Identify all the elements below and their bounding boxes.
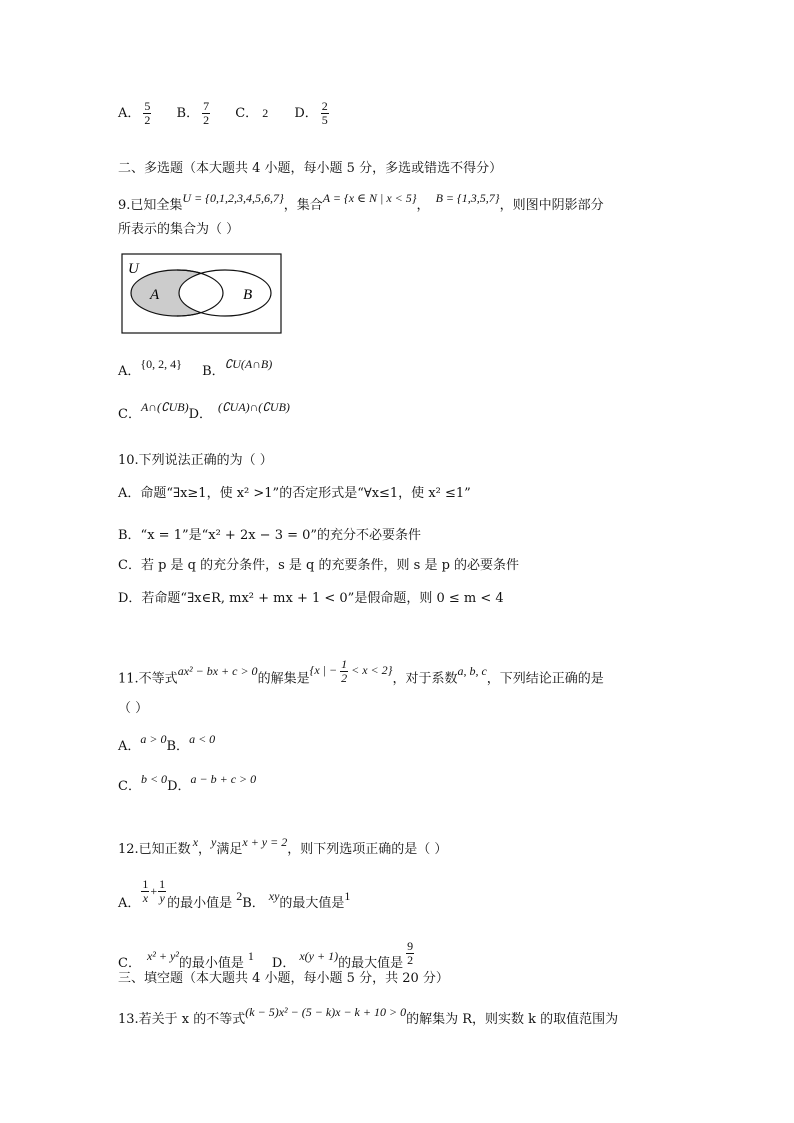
q11-solution-set: {x | − $\frac{1}{2}$ < x < 2} [309, 657, 393, 685]
venn-diagram [121, 253, 283, 335]
q8-option-d-label: D． [294, 106, 318, 121]
q8-option-b-label: B． [176, 106, 200, 121]
venn-label-a: A [150, 287, 160, 303]
q9-options-cd [118, 400, 290, 424]
q9-option-d-expr: (∁UA)∩(∁UB) [218, 400, 290, 414]
venn-label-b: B [243, 287, 253, 303]
venn-label-u: U [128, 261, 139, 277]
q11-stem: 11.不等式ax² − bx + c > 0的解集是{x | − $\frac{1}{2}$ < x < 2}，对于系数a, b, c，下列结论正确的是 [118, 657, 604, 687]
q11-option-a-expr: a > 0 [140, 732, 167, 746]
q9-option-a-expr: {0, 2, 4} [140, 357, 182, 371]
q12-var-y: y [211, 835, 217, 849]
q8-options [118, 100, 332, 127]
q9-options-ab [118, 357, 273, 381]
q12-option-d-label: D． [271, 956, 296, 971]
q9-universal-set: U = {0,1,2,3,4,5,6,7} [182, 191, 284, 205]
q11-option-a-label: A． [118, 739, 141, 754]
q11-option-c-expr: b < 0 [140, 772, 168, 786]
q13-inequality: (k − 5)x² − (5 − k)x − k + 10 > 0 [245, 1005, 407, 1019]
q8-option-a-label: A． [118, 106, 141, 121]
q11-inequality: ax² − bx + c > 0 [177, 664, 258, 679]
q8-option-b-value: $\frac{7}{2}$ [203, 99, 210, 127]
q9-option-a-label: A． [118, 364, 141, 379]
section3-heading: 三、填空题（本大题共 4 小题，每小题 5 分，共 20 分） [118, 971, 449, 986]
q9-option-b-label: B． [202, 364, 225, 379]
q13-stem: 13.若关于 x 的不等式(k − 5)x² − (5 − k)x − k + 10 > 0的解集为 R，则实数 k 的取值范围为 [118, 1005, 619, 1027]
q8-option-a-value: $\frac{5}{2}$ [144, 99, 151, 127]
q10-option-d: D．若命题“∃x∈R, mx² + mx + 1 < 0”是假命题，则 0 ≤ m < 4 [118, 591, 504, 606]
q9-option-c-expr: A∩(∁UB) [140, 400, 189, 414]
q11-coefficients: a, b, c [457, 664, 487, 679]
q9-stem-line2: 所表示的集合为（ ） [118, 222, 240, 237]
q12-option-d-expr: x(y + 1) [299, 949, 339, 963]
q12-options-cd: C． x² + y²的最小值是 1 D． x(y + 1)的最大值是 $\frac{9}{2}$ [118, 939, 414, 971]
q12-option-b-label: B． [242, 896, 265, 911]
q12-var-x: x [192, 835, 199, 849]
q12-option-c-label: C． [118, 956, 141, 971]
q8-option-c-label: C． [235, 106, 259, 121]
q11-options-cd [118, 772, 257, 796]
q11-stem-line2: （ ） [118, 701, 149, 716]
q8-option-d-value: $\frac{2}{5}$ [321, 99, 328, 127]
q12-stem: 12.已知正数 x，y满足x + y = 2，则下列选项正确的是（ ） [118, 835, 448, 857]
q10-option-c: C．若 p 是 q 的充分条件，s 是 q 的充要条件，则 s 是 p 的必要条件 [118, 558, 520, 573]
q8-option-c-value: 2 [262, 106, 269, 120]
q12-option-b-value: 1 [344, 889, 351, 903]
q12-option-a-expr: $\frac{1}{x}$ + $\frac{1}{y}$ [142, 877, 166, 905]
q12-condition: x + y = 2 [242, 835, 288, 849]
q12-option-c-expr: x² + y² [146, 949, 179, 963]
q12-options-ab: A． $\frac{1}{x}$ + $\frac{1}{y}$ 的最小值是 2B． xy的最大值是1 [118, 877, 351, 911]
section2-heading: 二、多选题（本大题共 4 小题，每小题 5 分，多选或错选不得分） [118, 161, 503, 176]
q9-option-b-expr: ∁U(A∩B) [224, 357, 273, 371]
q12-option-d-value: $\frac{9}{2}$ [407, 939, 414, 967]
q10-stem: 10.下列说法正确的为（ ） [118, 453, 273, 468]
q12-option-c-value: 1 [247, 949, 254, 963]
q9-option-c-label: C． [118, 407, 141, 422]
q10-option-a: A．命题“∃x≥1，使 x² >1”的否定形式是“∀x≤1，使 x² ≤1” [118, 486, 471, 501]
venn-set-b [179, 270, 271, 316]
q11-option-d-label: D． [167, 779, 191, 794]
q9-set-b: B = {1,3,5,7} [435, 191, 500, 205]
q11-option-d-expr: a − b + c > 0 [190, 772, 257, 786]
q11-option-b-expr: a < 0 [189, 732, 216, 746]
q10-option-b: B．“x = 1”是“x² + 2x − 3 = 0”的充分不必要条件 [118, 528, 422, 543]
q12-option-a-label: A． [118, 896, 141, 911]
q9-option-d-label: D． [188, 407, 213, 422]
q11-option-b-label: B． [166, 739, 190, 754]
q12-option-a-value: 2 [236, 889, 243, 903]
q12-option-b-expr: xy [268, 889, 280, 903]
q9-set-a: A = {x ∈ N | x < 5} [322, 191, 417, 205]
q11-options-ab [118, 732, 216, 756]
q9-stem: 9.已知全集U = {0,1,2,3,4,5,6,7}，集合A = {x ∈ N | x < 5}， B = {1,3,5,7}，则图中阴影部分 [118, 191, 604, 213]
q11-option-c-label: C． [118, 779, 141, 794]
